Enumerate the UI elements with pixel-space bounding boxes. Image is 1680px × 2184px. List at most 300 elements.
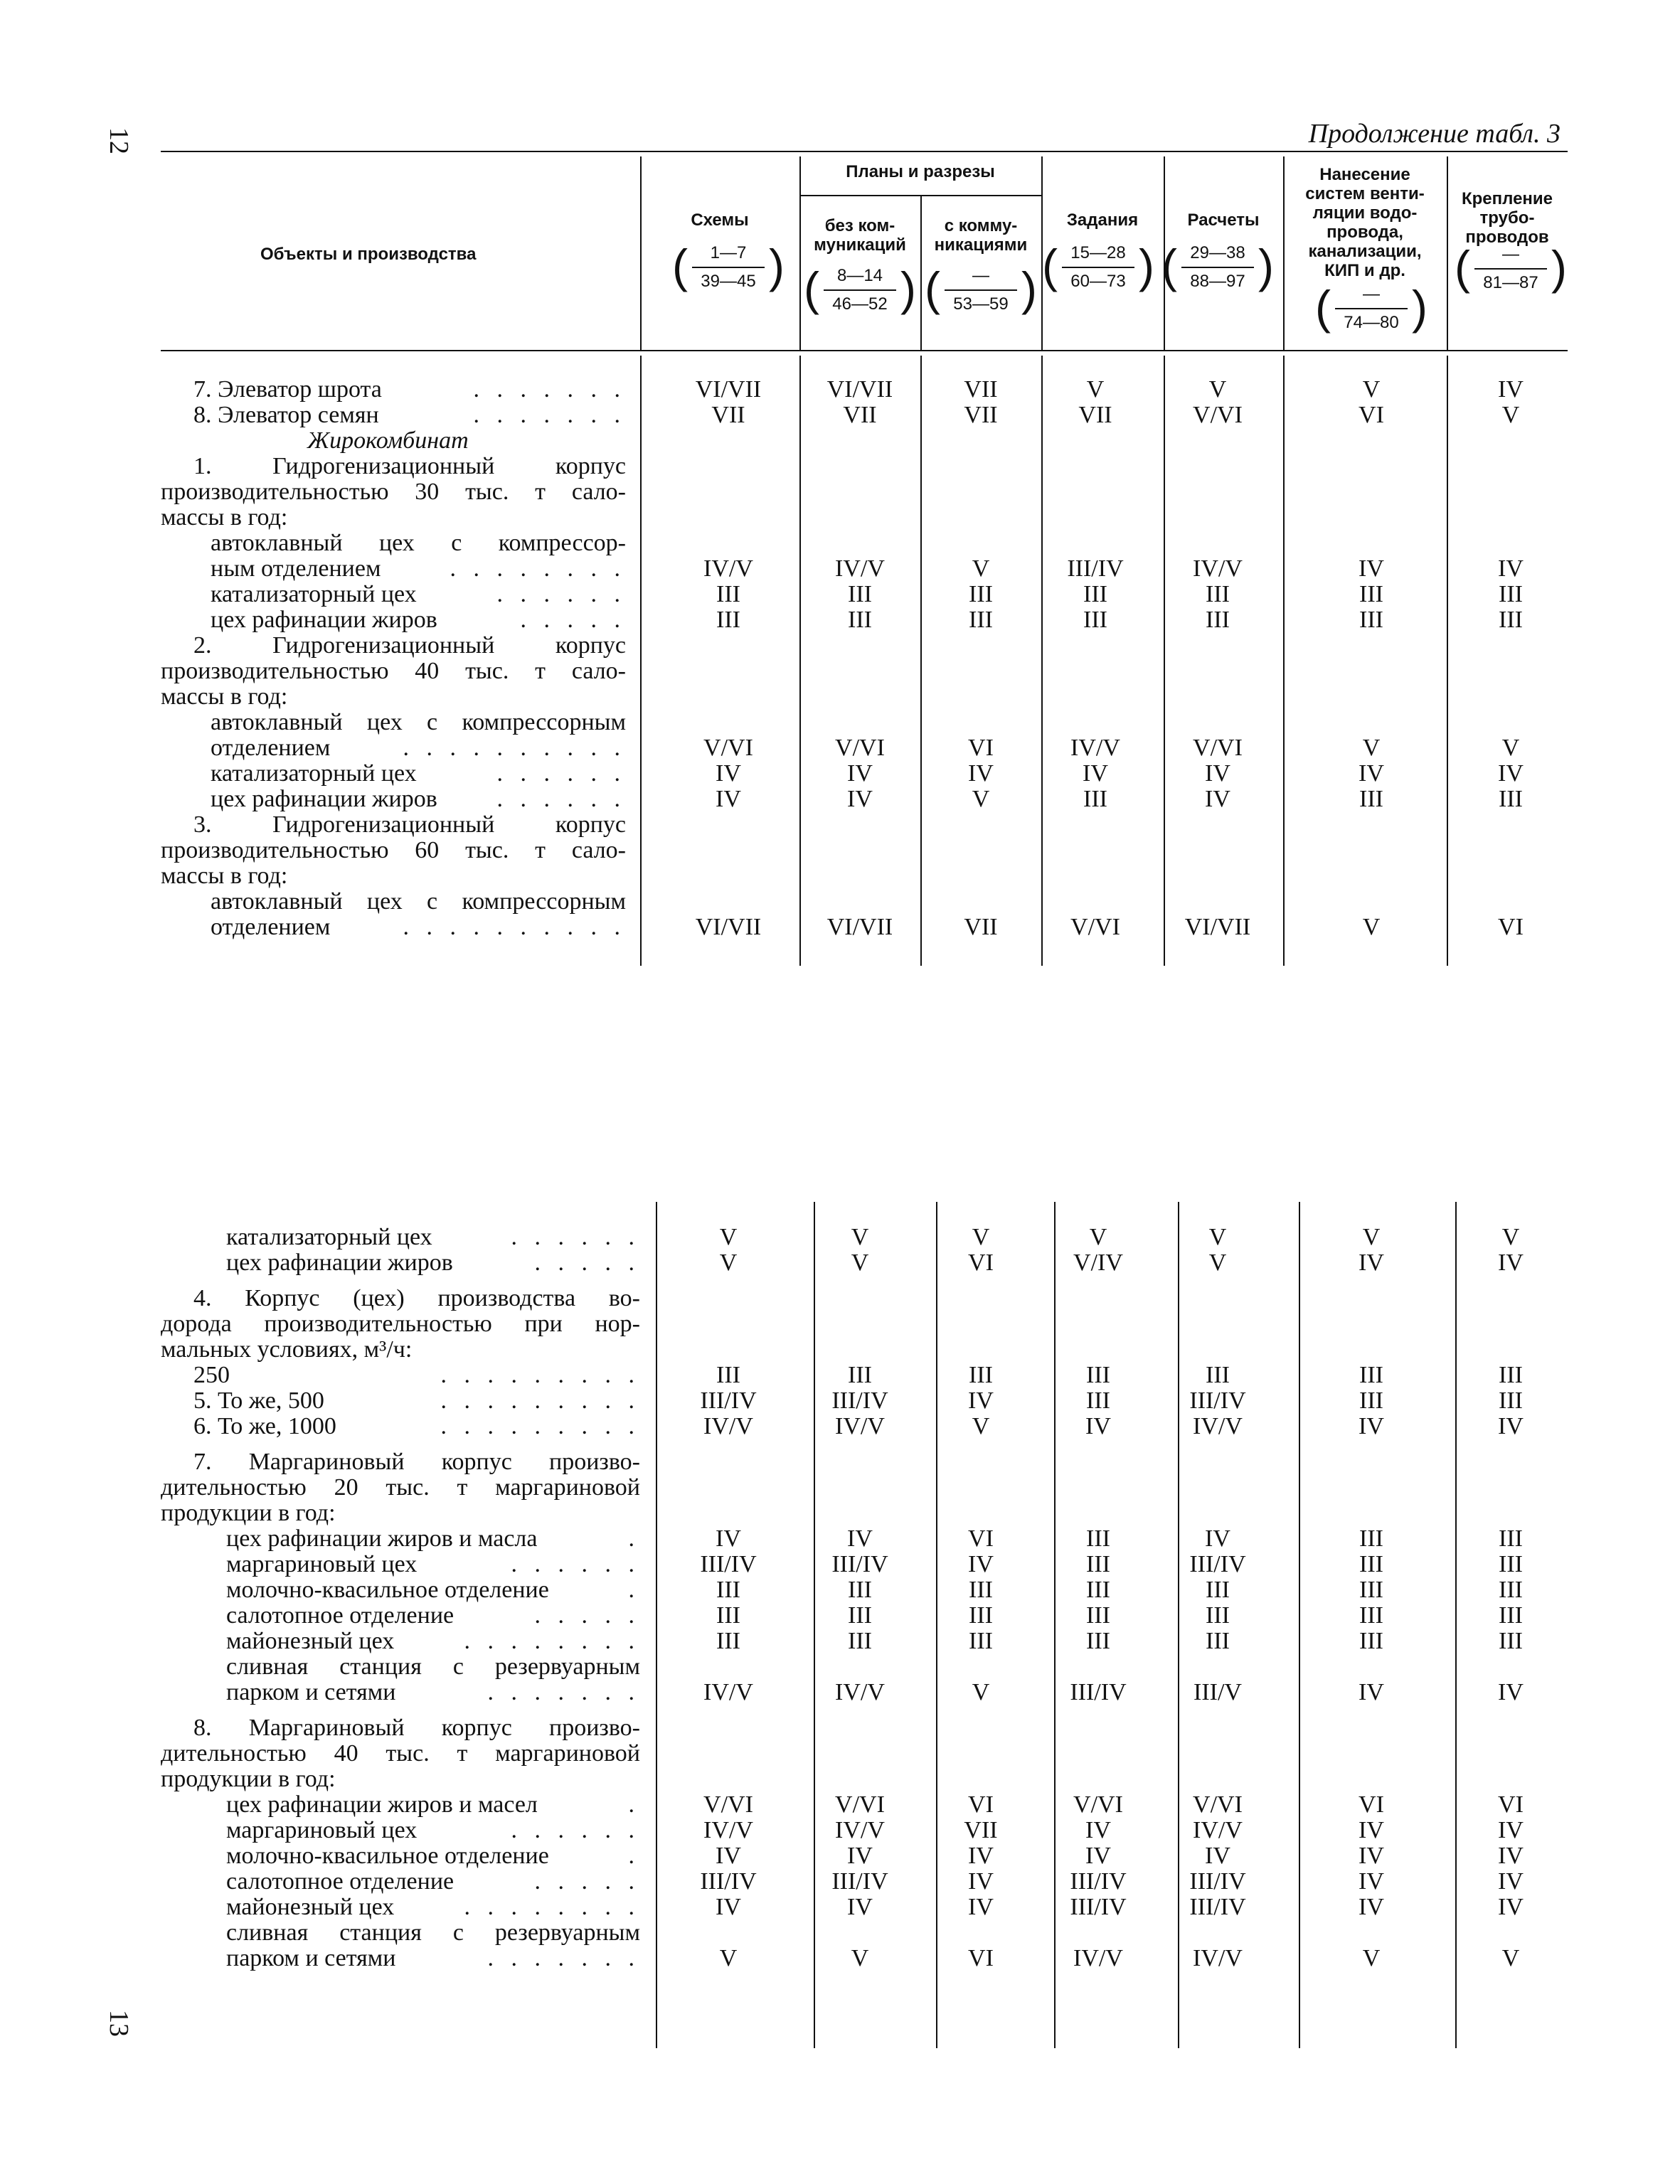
row-label-text: отделением	[211, 914, 336, 940]
table-cell: III/V	[1193, 1679, 1242, 1705]
table-cell: III/IV	[1189, 1551, 1246, 1577]
row-label-text: маргариновый цех	[226, 1817, 423, 1843]
table-cell: V	[1362, 376, 1381, 403]
table-row-label	[226, 1792, 640, 1818]
table-cell: VI	[1359, 1791, 1384, 1818]
row-label-text: 6. То же, 1000	[193, 1413, 343, 1439]
row-label-text: 250	[193, 1362, 236, 1388]
header-column-label: Схемы	[691, 211, 749, 230]
table-cell: V	[1362, 914, 1381, 940]
table-cell: III	[1499, 1362, 1523, 1388]
table-cell: IV	[1205, 760, 1230, 787]
bracket-left-icon: (	[1455, 241, 1470, 294]
leader-dots: . . . . . .	[496, 787, 626, 812]
table-cell: IV	[968, 1894, 994, 1920]
table-cell: III	[969, 1602, 993, 1629]
table-cell: III	[1359, 1602, 1383, 1629]
table-cell: V/VI	[703, 1791, 753, 1818]
table-cell: V	[1501, 402, 1520, 428]
table-cell: III	[1499, 1525, 1523, 1552]
sheet-range-numerator: 8—14	[836, 266, 883, 285]
column-divider	[656, 1202, 657, 2048]
header-column-label: Задания	[1066, 211, 1139, 230]
bracket-right-icon: )	[769, 240, 785, 292]
table-cell: IV/V	[1073, 1945, 1123, 1971]
table-cell: IV	[1359, 1413, 1384, 1439]
table-cell: V	[1362, 1224, 1381, 1250]
row-label-text: цех рафинации жиров и масел	[226, 1791, 544, 1818]
sheet-range-numerator: —	[972, 266, 989, 285]
table-cell: III	[969, 1577, 993, 1603]
table-cell: VI	[1498, 1791, 1524, 1818]
leader-dots: . . . . . . .	[473, 403, 626, 428]
row-label-text: парком и сетями	[226, 1945, 402, 1971]
table-cell: IV	[1498, 376, 1524, 403]
table-cell: III/IV	[1070, 1679, 1127, 1705]
table-cell: VI/VII	[695, 376, 762, 403]
text-line: 8. Маргариновый корпус произво-	[193, 1715, 640, 1741]
leader-dots: . . . . . . . . . .	[403, 735, 626, 761]
table-cell: III/IV	[1189, 1894, 1246, 1920]
table-cell: III	[1086, 1551, 1110, 1577]
table-cell: V	[972, 555, 990, 582]
row-label-text: майонезный цех	[226, 1628, 400, 1654]
table-cell: IV/V	[703, 1817, 753, 1843]
column-divider	[1041, 356, 1043, 966]
header-sheet-range	[1161, 240, 1274, 297]
table-row-label	[211, 556, 626, 582]
table-cell: III/IV	[1189, 1868, 1246, 1895]
table-cell: III	[716, 1602, 740, 1629]
text-line: 7. Маргариновый корпус произво-	[193, 1449, 640, 1475]
table-cell: IV	[1498, 1679, 1524, 1705]
bracket-right-icon: )	[1139, 240, 1154, 292]
table-cell: IV	[1498, 1250, 1524, 1276]
leader-dots: . . . . . . . . .	[440, 1388, 640, 1414]
table-cell: IV	[847, 786, 873, 812]
header-column-divider	[640, 156, 642, 350]
table-cell: III	[1359, 1577, 1383, 1603]
table-cell: III	[848, 1602, 872, 1629]
sheet-range-denominator: 46—52	[832, 294, 888, 314]
table-cell: V	[719, 1224, 738, 1250]
text-line: 3. Гидрогенизационный корпус	[193, 811, 626, 838]
row-label-text: 7. Элеватор шрота	[193, 376, 388, 403]
bracket-right-icon: )	[1258, 240, 1274, 292]
leader-dots: . . . . . . .	[487, 1680, 640, 1705]
row-label-text: цех рафинации жиров	[211, 786, 444, 812]
page-number-top: 12	[104, 127, 134, 154]
bracket-left-icon: (	[804, 262, 819, 315]
table-cell: VI/VII	[695, 914, 762, 940]
table-cell: V	[719, 1250, 738, 1276]
header-sheet-range	[804, 262, 916, 320]
text-line: 2. Гидрогенизационный корпус	[193, 632, 626, 659]
table-row-label	[226, 1843, 640, 1869]
table-cell: V/VI	[835, 735, 885, 761]
table-cell: III/IV	[831, 1551, 888, 1577]
table-cell: IV	[1359, 1868, 1384, 1895]
sheet-range-denominator: 39—45	[701, 272, 756, 291]
leader-dots: . . . . . . . . .	[440, 1363, 640, 1388]
row-label-text: ным отделением	[211, 555, 387, 582]
row-label-text: 5. То же, 500	[193, 1387, 331, 1414]
column-divider	[920, 356, 922, 966]
table-cell: IV	[1498, 1894, 1524, 1920]
table-cell: IV	[1205, 786, 1230, 812]
table-cell: IV	[1359, 1843, 1384, 1869]
table-cell: V	[972, 786, 990, 812]
table-cell: IV/V	[835, 1413, 885, 1439]
table-caption: Продолжение табл. 3	[1308, 119, 1561, 149]
table-cell: V	[1208, 1224, 1227, 1250]
table-cell: IV	[1205, 1525, 1230, 1552]
leader-dots: . . . . . .	[511, 1552, 640, 1577]
header-sheet-range	[672, 240, 785, 297]
text-line: 4. Корпус (цех) производства во-	[193, 1285, 640, 1311]
text-line: производительностью 30 тыс. т сало-	[161, 479, 626, 505]
table-cell: III	[1086, 1602, 1110, 1629]
table-cell: III	[1499, 607, 1523, 633]
table-cell: III/IV	[831, 1868, 888, 1895]
table-cell: III	[848, 1362, 872, 1388]
table-row-label	[226, 1629, 640, 1654]
table-cell: V	[1086, 376, 1105, 403]
text-line: массы в год:	[161, 504, 288, 531]
table-cell: III	[1206, 1628, 1230, 1654]
table-row-label	[211, 582, 626, 607]
sheet-range-numerator: —	[1363, 284, 1380, 304]
table-cell: III	[848, 1628, 872, 1654]
header-bottom-rule	[161, 350, 1568, 351]
table-cell: III	[1086, 1577, 1110, 1603]
table-cell: III	[1359, 1362, 1383, 1388]
table-cell: III	[1086, 1362, 1110, 1388]
text-line: продукции в год:	[161, 1766, 336, 1792]
sheet-range-denominator: 60—73	[1070, 272, 1126, 291]
table-cell: III	[1086, 1387, 1110, 1414]
table-cell: V	[1501, 735, 1520, 761]
table-cell: V	[1089, 1224, 1107, 1250]
row-label-text: цех рафинации жиров и масла	[226, 1525, 543, 1552]
text-line: производительностью 60 тыс. т сало-	[161, 837, 626, 863]
table-cell: IV	[1359, 1817, 1384, 1843]
leader-dots: .	[628, 1577, 640, 1603]
leader-dots: . . . . .	[534, 1869, 640, 1895]
leader-dots: . . . . . . .	[487, 1946, 640, 1971]
table-cell: IV	[716, 1525, 741, 1552]
table-cell: VI	[968, 1791, 994, 1818]
table-row-label	[226, 1526, 640, 1552]
column-divider	[1283, 356, 1285, 966]
bracket-left-icon: (	[672, 240, 688, 292]
leader-dots: . . . . . .	[511, 1225, 640, 1250]
header-column-label: без ком- муникаций	[814, 216, 906, 255]
table-row-label	[226, 1869, 640, 1895]
row-label-text: салотопное отделение	[226, 1868, 460, 1895]
table-cell: IV	[1359, 1250, 1384, 1276]
table-cell: V	[1362, 1945, 1381, 1971]
row-label-text: катализаторный цех	[211, 760, 423, 787]
table-cell: III	[1083, 786, 1107, 812]
text-line: массы в год:	[161, 683, 288, 710]
sheet-range-numerator: 15—28	[1070, 243, 1126, 262]
table-cell: III	[1359, 1628, 1383, 1654]
table-cell: IV	[968, 1387, 994, 1414]
table-cell: III/IV	[1070, 1894, 1127, 1920]
table-cell: III	[1083, 581, 1107, 607]
leader-dots: .	[628, 1792, 640, 1818]
table-cell: IV	[847, 1843, 873, 1869]
table-row-label	[226, 1895, 640, 1920]
bracket-left-icon: (	[1161, 240, 1177, 292]
table-cell: IV	[1498, 760, 1524, 787]
bracket-left-icon: (	[1042, 240, 1058, 292]
column-divider	[799, 356, 801, 966]
table-cell: IV/V	[835, 555, 885, 582]
table-row-label	[211, 761, 626, 787]
row-label-text: молочно-квасильное отделение	[226, 1843, 555, 1869]
text-line: дорода производительностью при нор-	[161, 1311, 640, 1337]
table-cell: VII	[964, 376, 998, 403]
column-divider	[1299, 1202, 1300, 2048]
table-cell: III	[1206, 1362, 1230, 1388]
table-cell: III	[1499, 786, 1523, 812]
table-cell: III	[848, 607, 872, 633]
table-row-label	[226, 1603, 640, 1629]
table-cell: V	[1501, 1945, 1520, 1971]
table-cell: III	[1359, 786, 1383, 812]
table-row-label	[226, 1680, 640, 1705]
bracket-left-icon: (	[925, 262, 940, 315]
table-cell: IV/V	[1193, 1817, 1243, 1843]
table-cell: III	[848, 581, 872, 607]
page-number-bottom: 13	[104, 2010, 134, 2037]
leader-dots: . . . . . .	[511, 1818, 640, 1843]
table-cell: III/IV	[831, 1387, 888, 1414]
table-cell: V	[1501, 1224, 1520, 1250]
table-cell: III/IV	[700, 1387, 757, 1414]
table-cell: III	[1499, 581, 1523, 607]
table-row-label	[226, 1552, 640, 1577]
bracket-right-icon: )	[900, 262, 916, 315]
table-row-label	[226, 1250, 640, 1276]
table-cell: IV	[1498, 555, 1524, 582]
row-label-text: майонезный цех	[226, 1894, 400, 1920]
table-cell: V	[972, 1679, 990, 1705]
table-cell: IV/V	[1193, 1413, 1243, 1439]
header-column-label: Крепление трубо- проводов	[1461, 189, 1553, 247]
row-label-text: цех рафинации жиров	[226, 1250, 459, 1276]
table-cell: V	[1362, 735, 1381, 761]
header-objects-label: Объекты и производства	[260, 245, 477, 264]
table-cell: III	[1083, 607, 1107, 633]
text-line: мальных условиях, м³/ч:	[161, 1336, 413, 1363]
table-cell: VI	[968, 1250, 994, 1276]
table-cell: VI	[968, 1525, 994, 1552]
table-cell: III	[716, 1362, 740, 1388]
leader-dots: . . . . .	[520, 607, 626, 633]
row-label-text: маргариновый цех	[226, 1551, 423, 1577]
table-cell: VII	[843, 402, 877, 428]
table-row-label	[226, 1946, 640, 1971]
table-cell: IV	[1085, 1843, 1111, 1869]
table-cell: IV	[968, 760, 994, 787]
table-cell: V/VI	[1070, 914, 1120, 940]
table-cell: IV/V	[1193, 555, 1243, 582]
leader-dots: . . . . . . . .	[464, 1895, 640, 1920]
table-cell: VI	[1359, 402, 1384, 428]
sheet-range-denominator: 74—80	[1344, 313, 1399, 332]
header-plans-group-label: Планы и разрезы	[846, 162, 995, 181]
row-label-text: отделением	[211, 735, 336, 761]
text-line: дительностью 40 тыс. т маргариновой	[161, 1740, 640, 1767]
table-cell: V	[851, 1224, 869, 1250]
fraction-bar	[824, 289, 896, 291]
header-sheet-range	[1455, 241, 1567, 299]
row-label-text: цех рафинации жиров	[211, 607, 444, 633]
table-cell: IV	[847, 760, 873, 787]
text-line: дительностью 20 тыс. т маргариновой	[161, 1474, 640, 1501]
table-cell: III	[1499, 1551, 1523, 1577]
table-cell: V	[719, 1945, 738, 1971]
table-cell: IV	[1359, 760, 1384, 787]
table-cell: V/VI	[1073, 1791, 1123, 1818]
header-column-label: Расчеты	[1187, 211, 1260, 230]
column-divider	[640, 356, 642, 966]
table-cell: IV	[1085, 1413, 1111, 1439]
table-cell: III	[969, 1362, 993, 1388]
table-cell: VII	[711, 402, 745, 428]
table-cell: VII	[964, 914, 998, 940]
column-divider	[1178, 1202, 1179, 2048]
table-cell: IV	[847, 1894, 873, 1920]
text-line: сливная станция с резервуарным	[226, 1919, 640, 1946]
table-cell: VI/VII	[1184, 914, 1251, 940]
table-cell: III	[969, 607, 993, 633]
text-line: массы в год:	[161, 863, 288, 889]
header-column-label: Нанесение систем венти- ляции водо- провода, канализации, КИП и др.	[1305, 165, 1425, 280]
text-line: Жирокомбинат	[307, 427, 469, 454]
table-cell: IV	[1498, 1843, 1524, 1869]
table-cell: III	[1499, 1577, 1523, 1603]
table-cell: IV/V	[703, 1679, 753, 1705]
header-column-divider	[1447, 156, 1448, 350]
table-cell: IV/V	[1193, 1945, 1243, 1971]
table-cell: III	[848, 1577, 872, 1603]
table-cell: IV	[847, 1525, 873, 1552]
bracket-left-icon: (	[1315, 281, 1331, 334]
header-column-label: с комму- никациями	[934, 216, 1028, 255]
table-cell: III	[1359, 607, 1383, 633]
column-divider	[1164, 356, 1165, 966]
table-cell: IV	[1359, 1679, 1384, 1705]
table-cell: VI	[968, 735, 994, 761]
leader-dots: . . . . .	[534, 1603, 640, 1629]
table-row-label	[193, 403, 626, 428]
table-cell: III	[716, 581, 740, 607]
fraction-bar	[1335, 308, 1408, 309]
sheet-range-denominator: 81—87	[1483, 273, 1538, 292]
table-cell: VI/VII	[826, 914, 893, 940]
column-divider	[1455, 1202, 1457, 2048]
row-label-text: салотопное отделение	[226, 1602, 460, 1629]
table-cell: III	[1499, 1628, 1523, 1654]
column-divider	[1447, 356, 1448, 966]
table-cell: IV	[1083, 760, 1108, 787]
table-cell: III	[1206, 581, 1230, 607]
table-cell: IV	[1085, 1817, 1111, 1843]
table-cell: III	[1359, 1387, 1383, 1414]
table-cell: III	[1359, 1551, 1383, 1577]
leader-dots: .	[628, 1843, 640, 1869]
leader-dots: . . . . . . . . .	[440, 1414, 640, 1439]
table-row-label	[193, 1388, 640, 1414]
table-cell: III/IV	[700, 1551, 757, 1577]
row-label-text: катализаторный цех	[211, 581, 423, 607]
header-sheet-range	[925, 262, 1037, 320]
sheet-range-denominator: 88—97	[1190, 272, 1245, 291]
row-label-text: катализаторный цех	[226, 1224, 439, 1250]
table-cell: IV/V	[703, 555, 753, 582]
table-cell: V/VI	[1193, 1791, 1243, 1818]
table-cell: III	[969, 1628, 993, 1654]
table-row-label	[193, 377, 626, 403]
table-row-label	[226, 1818, 640, 1843]
table-cell: III	[1086, 1628, 1110, 1654]
table-cell: III	[716, 1577, 740, 1603]
table-cell: VI	[968, 1945, 994, 1971]
table-cell: IV	[968, 1843, 994, 1869]
text-line: сливная станция с резервуарным	[226, 1653, 640, 1680]
row-label-text: парком и сетями	[226, 1679, 402, 1705]
table-row-label	[211, 915, 626, 940]
table-cell: III	[1206, 607, 1230, 633]
sheet-range-numerator: —	[1502, 245, 1519, 264]
table-cell: VI	[1498, 914, 1524, 940]
table-cell: V	[851, 1250, 869, 1276]
bracket-right-icon: )	[1021, 262, 1037, 315]
table-row-label	[226, 1577, 640, 1603]
table-cell: V/VI	[835, 1791, 885, 1818]
fraction-bar	[1474, 268, 1547, 270]
table-cell: III	[716, 607, 740, 633]
header-sheet-range	[1042, 240, 1154, 297]
table-cell: VII	[964, 402, 998, 428]
leader-dots: . . . . . .	[496, 761, 626, 787]
leader-dots: . . . . . . . .	[464, 1629, 640, 1654]
table-cell: III	[1206, 1602, 1230, 1629]
table-cell: III	[969, 581, 993, 607]
table-cell: VI/VII	[826, 376, 893, 403]
table-cell: III/IV	[1067, 555, 1124, 582]
table-cell: V/VI	[703, 735, 753, 761]
table-cell: III	[1359, 1525, 1383, 1552]
table-cell: V/VI	[1193, 735, 1243, 761]
fraction-bar	[692, 267, 765, 268]
header-sheet-range	[1315, 281, 1428, 339]
table-row-label	[193, 1414, 640, 1439]
text-line: производительностью 40 тыс. т сало-	[161, 658, 626, 684]
table-cell: V/VI	[1193, 402, 1243, 428]
table-cell: III	[1499, 1602, 1523, 1629]
table-cell: III	[1359, 581, 1383, 607]
table-cell: III/IV	[700, 1868, 757, 1895]
table-cell: IV	[716, 1894, 741, 1920]
column-divider	[1054, 1202, 1056, 2048]
table-cell: III	[1206, 1577, 1230, 1603]
leader-dots: . . . . . .	[496, 582, 626, 607]
